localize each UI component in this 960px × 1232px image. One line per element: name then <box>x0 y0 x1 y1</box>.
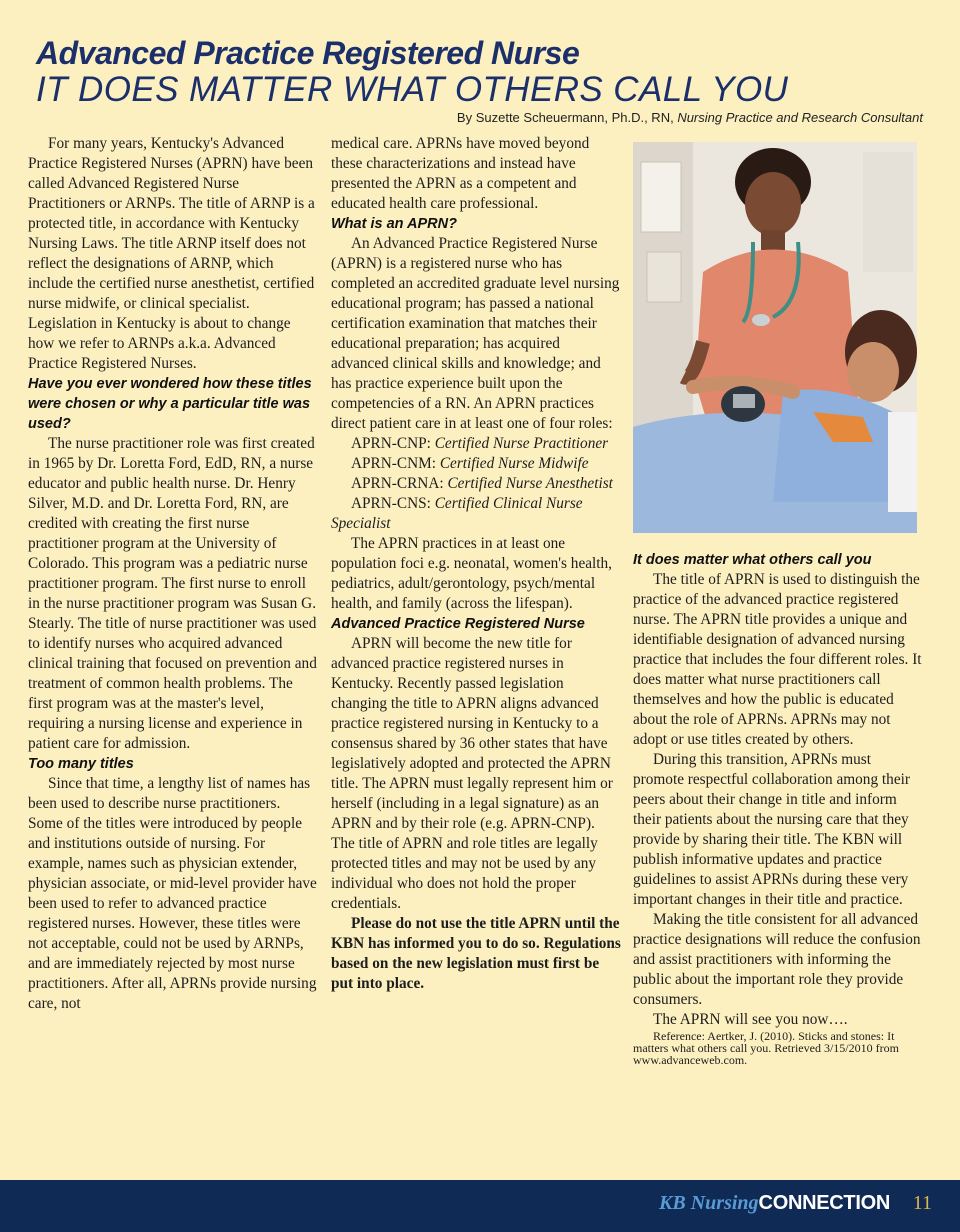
brand-logo <box>659 1192 890 1215</box>
paragraph: Making the title consistent for all advanced practice designations will reduce the confusion and assist practitioners with informing the public about the important role they provide consumers. <box>633 911 921 1008</box>
role-title: Certified Nurse Anesthetist <box>447 475 613 492</box>
paragraph: Since that time, a lengthy list of names has been used to describe nurse practitioners. Some of the titles were introduced by people and institutions outside of nursing. For example, names such as physician extender, physician associate, or mid-level provider have been used to refer to advanced practice registered nurses. However, these titles were not acceptable, could not be used by ARNPs, and are immediately rejected by most nurse practitioners. After all, APRNs provide nursing care, not <box>28 775 317 1012</box>
paragraph: An Advanced Practice Registered Nurse (APRN) is a registered nurse who has completed an accredited graduate level nursing educational program; has passed a national certification examination that matches their educational preparation; has acquired advanced clinical skills and knowledge; and has practice experience built upon the competencies of a RN. An APRN practices direct patient care in at least one of four roles: <box>331 235 620 432</box>
article-title: Advanced Practice Registered Nurse <box>36 35 580 71</box>
nurse-patient-photo <box>633 142 917 533</box>
paragraph: During this transition, APRNs must promote respectful collaboration among their peers about their change in title and inform their patients about the nursing care that they provide by sharing their title. The KBN will publish informative updates and practice guidelines to assist APRNs during these very important changes in their title and practice. <box>633 751 910 908</box>
paragraph: The APRN practices in at least one population foci e.g. neonatal, women's health, pediatrics, adult/gerontology, psych/mental health, and family (across the lifespan). <box>331 535 612 612</box>
column-3 <box>633 550 923 1066</box>
role-item <box>331 434 621 454</box>
reference-note: Reference: Aertker, J. (2010). Sticks and stones: It matters what others call you. Retrieved 3/15/2010 from www.advanceweb.com. <box>633 1029 899 1067</box>
role-title: Certified Nurse Practitioner <box>434 435 609 452</box>
section-heading: Too many titles <box>28 756 134 772</box>
column-2 <box>331 134 621 994</box>
section-heading: It does matter what others call you <box>633 552 872 568</box>
paragraph: APRN will become the new title for advanced practice registered nurses in Kentucky. Recently passed legislation changing the title to APRN aligns advanced practice registered nursing in Kentucky to a consensus shared by 36 other states that have legislatively adopted and protected the APRN title. The APRN must legally represent him or herself (including in a legal signature) as an APRN and by their role (e.g. APRN-CNP). The title of APRN and role titles are legally protected titles and may not be used by any individual who does not hold the proper credentials. <box>331 635 613 912</box>
role-abbr: APRN-CRNA: <box>351 475 448 492</box>
role-title: Certified Nurse Midwife <box>439 455 589 472</box>
paragraph: The title of APRN is used to distinguish the practice of the advanced practice registered nurse. The APRN title provides a unique and identifiable designation of advanced nursing practice that includes the four different roles. It does matter what nurse practitioners call themselves and how the public is educated about the role of APRNs. APRNs may not adopt or use titles created by others. <box>633 571 922 748</box>
role-abbr: APRN-CNP: <box>351 435 435 452</box>
section-heading: What is an APRN? <box>331 216 457 232</box>
role-item <box>331 494 621 534</box>
brand-kb-text: KB Nursing <box>659 1192 759 1214</box>
paragraph: The nurse practitioner role was first created in 1965 by Dr. Loretta Ford, EdD, RN, a nurse educator and public health nurse. Dr. Henry Silver, M.D. and Dr. Loretta Ford, RN, are credited with creating the first nurse practitioner program at the University of Colorado. This program was a pediatric nurse practitioner program. The first nurse to enroll in the nurse practitioner program was Susan G. Stearly. The title of nurse practitioner was used to identify nurses who acquired advanced clinical training that focused on prevention and treatment of common health problems. The first program was at the master's level, requiring a nursing license and experience in patient care for admission. <box>28 435 317 752</box>
paragraph: The APRN will see you now…. <box>653 1011 848 1028</box>
byline-role: Nursing Practice and Research Consultant <box>677 110 923 125</box>
section-heading: Have you ever wondered how these titles were chosen or why a particular title was used? <box>28 376 312 432</box>
warning-paragraph: Please do not use the title APRN until the KBN has informed you to do so. Regulations based on the new legislation must first be put into place. <box>331 915 621 992</box>
paragraph: For many years, Kentucky's Advanced Practice Registered Nurses (APRN) have been called Advanced Registered Nurse Practitioners or ARNPs. The title of ARNP is a protected title, in accordance with Kentucky Nursing Laws. The title ARNP itself does not reflect the designations of ARNP, which include the certified nurse anesthetist, certified nurse midwife, or clinical specialist. Legislation in Kentucky is about to change how we refer to ARNPs a.k.a. Advanced Practice Registered Nurses. <box>28 135 315 372</box>
role-item <box>331 474 621 494</box>
role-item <box>331 454 621 474</box>
photo-illustration <box>633 142 917 533</box>
role-abbr: APRN-CNS: <box>351 495 435 512</box>
role-abbr: APRN-CNM: <box>351 455 440 472</box>
article-subtitle: IT DOES MATTER WHAT OTHERS CALL YOU <box>36 70 789 109</box>
byline <box>457 110 923 125</box>
brand-connection-text: CONNECTION <box>758 1192 890 1214</box>
byline-author: By Suzette Scheuermann, Ph.D., RN, <box>456 110 678 125</box>
section-heading: Advanced Practice Registered Nurse <box>331 616 585 632</box>
footer-bar <box>0 1180 960 1232</box>
role-title: Certified Clinical Nurse Specialist <box>331 495 583 532</box>
paragraph: medical care. APRNs have moved beyond these characterizations and instead have presented the APRN as a competent and educated health care professional. <box>331 135 590 212</box>
page-number: 11 <box>912 1192 932 1214</box>
column-1 <box>28 134 318 1014</box>
